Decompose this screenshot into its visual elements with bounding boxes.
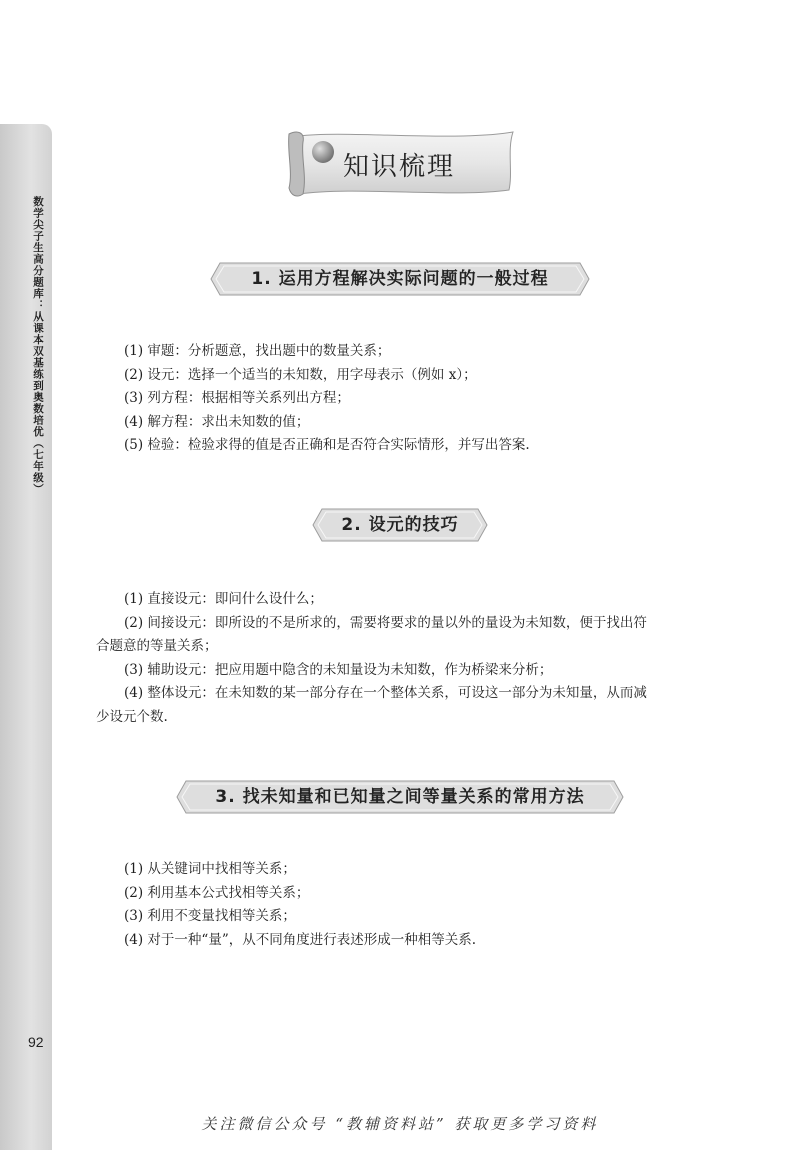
section-2-body	[96, 588, 706, 729]
section-3-heading	[176, 780, 624, 814]
list-item: (3) 辅助设元：把应用题中隐含的未知量设为未知数，作为桥梁来分析；	[124, 661, 553, 678]
section-1-heading	[210, 262, 590, 296]
section-2-heading	[312, 508, 488, 542]
list-item: (4) 解方程：求出未知数的值；	[124, 413, 310, 430]
list-item: (3) 利用不变量找相等关系；	[124, 908, 296, 924]
list-item: (4) 整体设元：在未知数的某一部分存在一个整体关系，可设这一部分为未知量，从而减	[124, 685, 647, 701]
section-3-body	[96, 858, 706, 952]
ball-icon	[312, 141, 334, 163]
banner-title: 知识梳理	[343, 152, 456, 182]
list-item: (2) 间接设元：即所设的不是所求的，需要将要求的量以外的量设为未知数，便于找出符	[124, 614, 647, 631]
list-item-continuation: 合题意的等量关系；	[96, 638, 218, 654]
section-1-title: 1. 运用方程解决实际问题的一般过程	[251, 269, 549, 289]
list-item: (1) 从关键词中找相等关系；	[124, 861, 296, 877]
footer-note: 关注微信公众号 “教辅资料站” 获取更多学习资料	[201, 1115, 599, 1133]
list-item: (4) 对于一种“量”，从不同角度进行表述形成一种相等关系.	[124, 931, 477, 948]
section-banner	[285, 128, 520, 198]
section-2-title: 2. 设元的技巧	[341, 515, 459, 535]
list-item: (1) 审题：分析题意，找出题中的数量关系；	[124, 343, 391, 359]
section-3-title: 3. 找未知量和已知量之间等量关系的常用方法	[215, 787, 585, 807]
page-number: 92	[28, 1034, 44, 1050]
list-item: (3) 列方程：根据相等关系列出方程；	[124, 390, 350, 406]
list-item-continuation: 少设元个数.	[96, 708, 168, 725]
list-item: (1) 直接设元：即问什么设什么；	[124, 591, 323, 607]
list-item: (5) 检验：检验求得的值是否正确和是否符合实际情形，并写出答案.	[124, 437, 530, 453]
section-1-body	[96, 340, 706, 458]
book-title-vertical: 数学尖子生高分题库：从课本双基练到奥数培优（七年级）	[32, 196, 44, 495]
list-item: (2) 设元：选择一个适当的未知数，用字母表示（例如 x）；	[124, 366, 477, 383]
list-item: (2) 利用基本公式找相等关系；	[124, 884, 310, 901]
